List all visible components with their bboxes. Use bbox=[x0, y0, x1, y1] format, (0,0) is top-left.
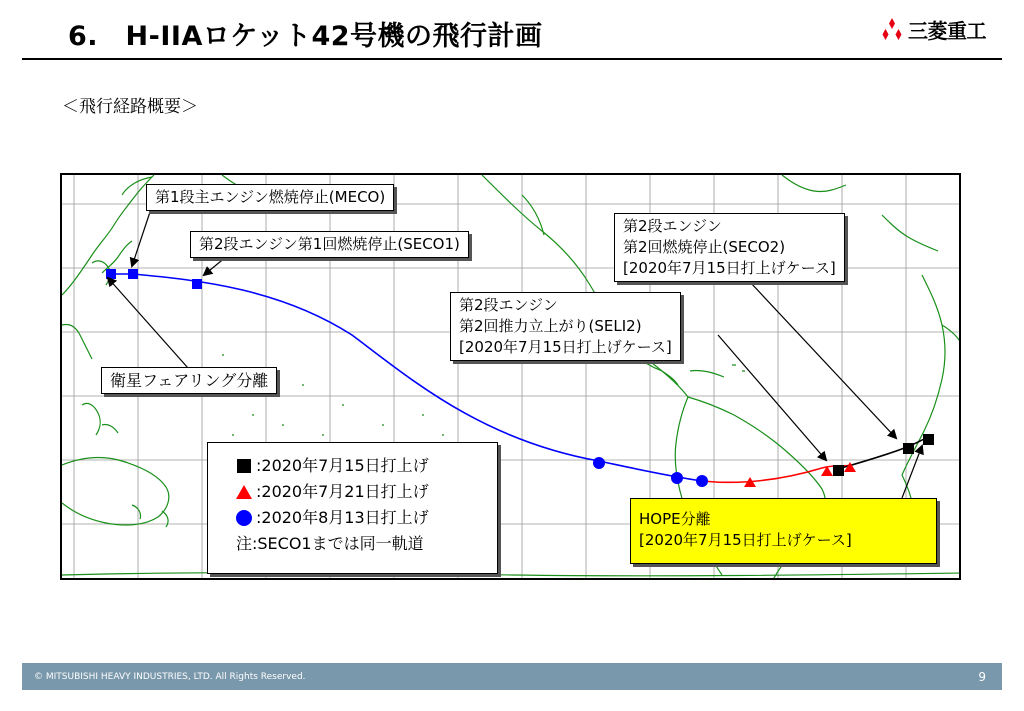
callout-seli2-line2: 第2回推力立上がり(SELI2) bbox=[459, 317, 642, 335]
marker-blue-circle-3 bbox=[696, 475, 708, 487]
company-logo bbox=[880, 16, 986, 42]
marker-black-hope bbox=[923, 434, 934, 445]
callout-hope bbox=[630, 498, 937, 564]
callout-seco2 bbox=[614, 213, 845, 282]
marker-black-seli2 bbox=[833, 465, 844, 476]
page-number: 9 bbox=[978, 669, 986, 684]
legend-note bbox=[236, 531, 497, 557]
map-legend bbox=[207, 442, 498, 574]
copyright-text: © MITSUBISHI HEAVY INDUSTRIES, LTD. All Rights Reserved. bbox=[34, 671, 306, 682]
callout-hope-line2: [2020年7月15日打上げケース] bbox=[639, 531, 852, 549]
blue-circle-icon bbox=[236, 510, 252, 526]
red-triangle-icon bbox=[236, 485, 252, 499]
legend-row-blue bbox=[236, 505, 497, 531]
marker-blue-meco bbox=[128, 269, 138, 279]
section-subtitle: ＜飛行経路概要＞ bbox=[62, 97, 198, 117]
callout-fairing bbox=[101, 367, 277, 394]
legend-row-red bbox=[236, 479, 497, 505]
slide-title: 6. H-IIAロケット42号機の飛行計画 bbox=[68, 21, 543, 52]
marker-black-seco2 bbox=[903, 443, 914, 454]
marker-blue-fairing bbox=[106, 269, 116, 279]
callout-hope-line1: HOPE分離 bbox=[639, 510, 711, 528]
callout-seco2-line2: 第2回燃焼停止(SECO2) bbox=[623, 238, 786, 256]
mitsubishi-three-diamonds-icon bbox=[880, 18, 904, 40]
callout-meco-text: 第1段主エンジン燃焼停止(MECO) bbox=[155, 188, 386, 206]
callout-seco2-line1: 第2段エンジン bbox=[623, 217, 722, 235]
callout-seco1 bbox=[190, 231, 469, 258]
legend-note-text: 注:SECO1までは同一軌道 bbox=[236, 534, 424, 553]
logo-text: 三菱重工 bbox=[908, 18, 986, 43]
marker-blue-circle-2 bbox=[671, 472, 683, 484]
marker-blue-seco1 bbox=[192, 279, 202, 289]
legend-label-blue: :2020年8月13日打上げ bbox=[256, 508, 429, 527]
callout-seli2-line1: 第2段エンジン bbox=[459, 296, 558, 314]
legend-label-red: :2020年7月21日打上げ bbox=[256, 482, 429, 501]
callout-seli2-line3: [2020年7月15日打上げケース] bbox=[459, 338, 672, 356]
flight-path-black bbox=[838, 437, 928, 469]
legend-row-black bbox=[236, 453, 497, 479]
black-square-icon bbox=[237, 459, 251, 473]
callout-meco bbox=[146, 184, 394, 211]
marker-blue-circle-1 bbox=[593, 457, 605, 469]
callout-seli2 bbox=[450, 292, 681, 361]
footer-bar bbox=[22, 663, 1002, 690]
legend-label-black: :2020年7月15日打上げ bbox=[256, 456, 429, 475]
callout-fairing-text: 衛星フェアリング分離 bbox=[110, 371, 269, 390]
title-rule bbox=[22, 58, 1002, 60]
callout-seco1-text: 第2段エンジン第1回燃焼停止(SECO1) bbox=[199, 235, 460, 253]
callout-seco2-line3: [2020年7月15日打上げケース] bbox=[623, 259, 836, 277]
